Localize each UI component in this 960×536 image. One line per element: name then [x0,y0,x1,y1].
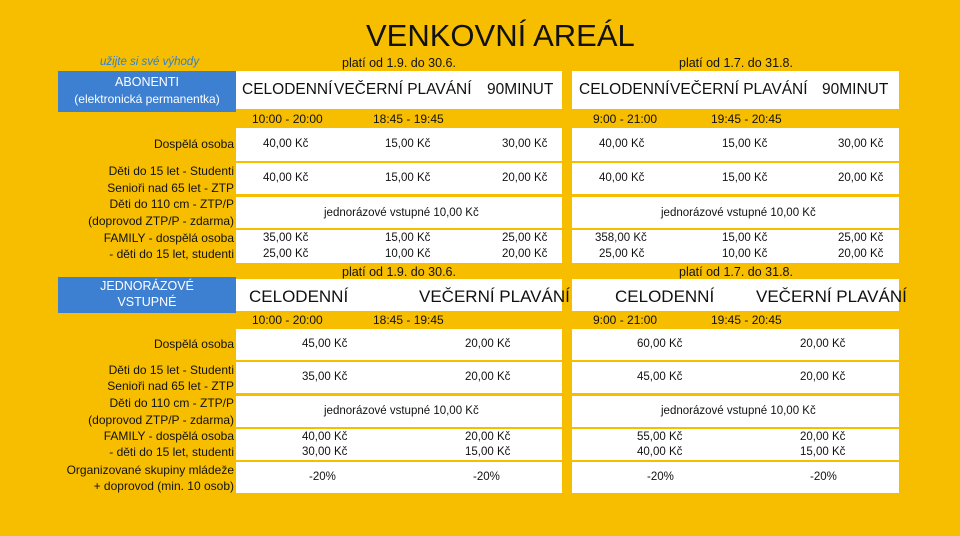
b-deti-panel-a [236,362,562,393]
price-b-deti-3: 45,00 Kč [637,371,683,383]
label-family2: - děti do 15 let, studenti [109,247,234,261]
price-b-family2-3: 40,00 Kč [637,446,683,458]
col-celodenni-b: CELODENNÍ [579,81,670,98]
price-top-deti-3: 20,00 Kč [502,172,548,184]
col2-celodenni-b: CELODENNÍ [615,287,715,306]
abonenti-title: ABONENTI [115,75,179,89]
label-family1: FAMILY - dospělá osoba [103,231,234,245]
b-deti-panel-b [572,362,899,393]
price-b-family2-4: 15,00 Kč [800,446,846,458]
col2-vecerni-b: VEČERNÍ PLAVÁNÍ [756,287,907,306]
col2-celodenni-a: CELODENNÍ [249,287,349,306]
price-top-family1-6: 25,00 Kč [838,232,884,244]
time-a-day: 10:00 - 20:00 [252,112,323,126]
price-top-dospela-3: 30,00 Kč [502,138,548,150]
time-a-eve: 18:45 - 19:45 [373,112,444,126]
price-top-family1-5: 15,00 Kč [722,232,768,244]
price-b-skupiny-1: -20% [309,471,336,483]
note-bottom-b: jednorázové vstupné 10,00 Kč [661,405,816,417]
price-top-family2-5: 10,00 Kč [722,248,768,260]
validity-a: platí od 1.9. do 30.6. [342,56,456,70]
price-top-family1-3: 25,00 Kč [502,232,548,244]
price-top-deti-6: 20,00 Kč [838,172,884,184]
time2-b-day: 9:00 - 21:00 [593,313,658,327]
note-top-a: jednorázové vstupné 10,00 Kč [324,207,479,219]
price-b-family1-2: 20,00 Kč [465,431,511,443]
page-title: VENKOVNÍ AREÁL [366,18,635,53]
price-b-dospela-1: 45,00 Kč [302,338,348,350]
price-b-skupiny-2: -20% [473,471,500,483]
price-top-deti-2: 15,00 Kč [385,172,431,184]
price-top-deti-1: 40,00 Kč [263,172,309,184]
label-seniori: Senioři nad 65 let - ZTP [107,181,234,195]
col-celodenni-a: CELODENNÍ [242,81,333,98]
price-b-skupiny-3: -20% [647,471,674,483]
label-skupiny1: Organizované skupiny mládeže [66,463,234,477]
price-top-dospela-1: 40,00 Kč [263,138,309,150]
price-top-family2-6: 20,00 Kč [838,248,884,260]
label2-deti110: Děti do 110 cm - ZTP/P [109,396,234,410]
b-dospela-panel-a [236,329,562,360]
price-top-family2-3: 20,00 Kč [502,248,548,260]
b-family-panel-a [236,429,562,460]
jednorazove-box [58,277,236,313]
note-top-b: jednorázové vstupné 10,00 Kč [661,207,816,219]
col2-vecerni-a: VEČERNÍ PLAVÁNÍ [419,287,570,306]
price-top-family1-1: 35,00 Kč [263,232,309,244]
validity-b-2: platí od 1.7. do 31.8. [679,265,793,279]
price-top-family1-2: 15,00 Kč [385,232,431,244]
abonenti-box [58,71,236,112]
b-skupiny-panel-a [236,462,562,493]
price-top-dospela-4: 40,00 Kč [599,138,645,150]
col-vecerni-b: VEČERNÍ PLAVÁNÍ [670,81,808,98]
time2-a-eve: 18:45 - 19:45 [373,313,444,327]
validity-a-2: platí od 1.9. do 30.6. [342,265,456,279]
price-b-deti-2: 20,00 Kč [465,371,511,383]
note-bottom-a: jednorázové vstupné 10,00 Kč [324,405,479,417]
price-b-dospela-2: 20,00 Kč [465,338,511,350]
price-top-family2-2: 10,00 Kč [385,248,431,260]
b-family-panel-b [572,429,899,460]
price-b-skupiny-4: -20% [810,471,837,483]
jednorazove-title: JEDNORÁZOVÉ [100,279,194,293]
price-top-deti-5: 15,00 Kč [722,172,768,184]
time-b-eve: 19:45 - 20:45 [711,112,782,126]
col-90min-a: 90MINUT [487,81,554,98]
price-b-dospela-4: 20,00 Kč [800,338,846,350]
price-top-deti-4: 40,00 Kč [599,172,645,184]
label2-family1: FAMILY - dospělá osoba [103,429,234,443]
label-deti110: Děti do 110 cm - ZTP/P [109,197,234,211]
price-top-family1-4: 358,00 Kč [595,232,647,244]
col-90min-b: 90MINUT [822,81,889,98]
label2-seniori: Senioři nad 65 let - ZTP [107,379,234,393]
price-top-family2-1: 25,00 Kč [263,248,309,260]
price-top-dospela-2: 15,00 Kč [385,138,431,150]
price-b-family1-1: 40,00 Kč [302,431,348,443]
b-dospela-panel-b [572,329,899,360]
validity-b: platí od 1.7. do 31.8. [679,56,793,70]
price-b-family2-1: 30,00 Kč [302,446,348,458]
price-top-dospela-6: 30,00 Kč [838,138,884,150]
col-vecerni-a: VEČERNÍ PLAVÁNÍ [334,81,472,98]
label-dospela: Dospělá osoba [153,137,234,151]
label-doprovod: (doprovod ZTP/P - zdarma) [88,214,234,228]
time-b-day: 9:00 - 21:00 [593,112,658,126]
price-b-family1-3: 55,00 Kč [637,431,683,443]
label2-deti15: Děti do 15 let - Studenti [108,363,234,377]
label2-family2: - děti do 15 let, studenti [109,445,234,459]
tagline: užijte si své výhody [100,56,200,68]
price-b-family2-2: 15,00 Kč [465,446,511,458]
label-skupiny2: + doprovod (min. 10 osob) [93,479,234,493]
time2-a-day: 10:00 - 20:00 [252,313,323,327]
label2-doprovod: (doprovod ZTP/P - zdarma) [88,413,234,427]
label-deti15: Děti do 15 let - Studenti [108,164,234,178]
abonenti-subtitle: (elektronická permanentka) [74,92,220,106]
b-skupiny-panel-b [572,462,899,493]
jednorazove-subtitle: VSTUPNÉ [117,295,177,309]
price-top-family2-4: 25,00 Kč [599,248,645,260]
price-b-deti-4: 20,00 Kč [800,371,846,383]
price-top-dospela-5: 15,00 Kč [722,138,768,150]
price-b-family1-4: 20,00 Kč [800,431,846,443]
price-b-deti-1: 35,00 Kč [302,371,348,383]
price-b-dospela-3: 60,00 Kč [637,338,683,350]
label2-dospela: Dospělá osoba [153,337,234,351]
time2-b-eve: 19:45 - 20:45 [711,313,782,327]
